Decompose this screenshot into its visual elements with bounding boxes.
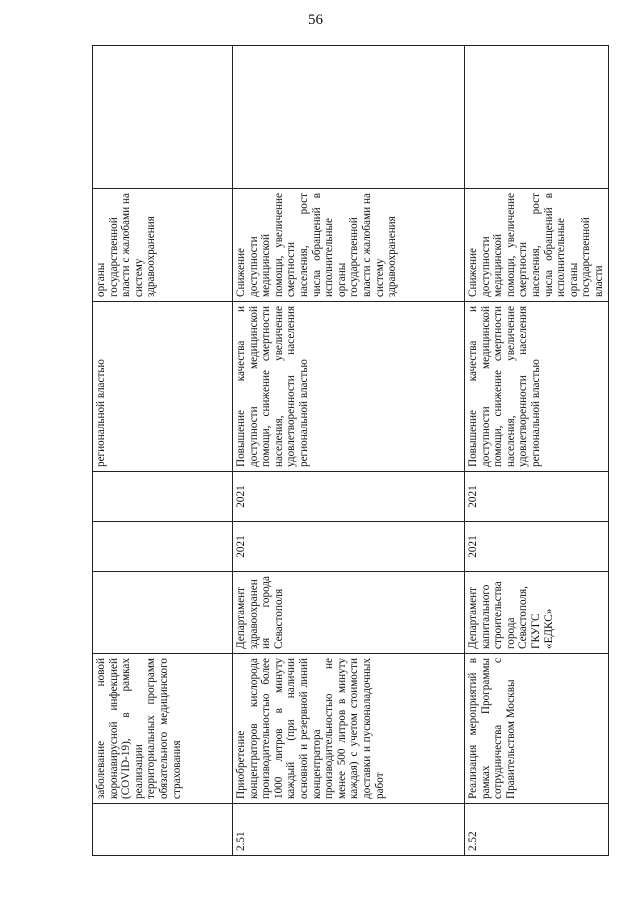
table-row <box>93 46 233 856</box>
page-number: 56 <box>308 12 323 28</box>
cell-end-year <box>93 472 233 522</box>
cell-expected-result: Повышение качества и доступности медицинской помощи, снижение смертности населения, увеличение удовлетворенности населения региональной властью <box>465 302 609 472</box>
cell-start-year: 2021 <box>465 522 609 572</box>
cell-expected-result: Повышение качества и доступности медицинской помощи, снижение смертности населения, увеличение удовлетворенности населения региональной властью <box>233 302 465 472</box>
cell-executor <box>93 572 233 654</box>
cell-number <box>93 804 233 856</box>
cell-measure-name: Приобретение концентраторов кислорода производительностью более 1000 литров в минуту каждый (при наличии основной и резервной линий концентратора производительностью не менее 500 литров в минуту каждая) с учетом стоимости доставки и пусконаладочных работ <box>233 654 465 804</box>
cell-measure-name: Реализация мероприятий в рамках Программы сотрудничества с Правительством Москвы <box>465 654 609 804</box>
cell-number: 2.52 <box>465 804 609 856</box>
cell-start-year <box>93 522 233 572</box>
cell-executor: Департамент здравоохранения города Севастополя <box>233 572 465 654</box>
table-row <box>233 46 465 856</box>
cell-indicators <box>93 46 233 189</box>
cell-end-year: 2021 <box>233 472 465 522</box>
cell-end-year: 2021 <box>465 472 609 522</box>
cell-consequences: органы государственной власти с жалобами на систему здравоохранения <box>93 189 233 302</box>
cell-expected-result: региональной властью <box>93 302 233 472</box>
cell-executor: Департамент капитального строительства города Севастополя, ГКУГС «ЕДКС» <box>465 572 609 654</box>
cell-indicators <box>465 46 609 189</box>
measures-table <box>92 45 609 856</box>
cell-consequences: Снижение доступности медицинской помощи, увеличение смертности населения, рост числа обращений в исполнительные органы государственной власти <box>465 189 609 302</box>
table-row <box>465 46 609 856</box>
rotated-table-container <box>92 46 605 856</box>
cell-start-year: 2021 <box>233 522 465 572</box>
cell-number: 2.51 <box>233 804 465 856</box>
cell-consequences: Снижение доступности медицинской помощи, увеличение смертности населения, рост числа обращений в исполнительные органы государственной власти с жалобами на систему здравоохранения <box>233 189 465 302</box>
cell-measure-name: заболевание новой коронавирусной инфекцией (COVID-19), в рамках реализации территориальных программ обязательного медицинского страхования <box>93 654 233 804</box>
cell-indicators <box>233 46 465 189</box>
